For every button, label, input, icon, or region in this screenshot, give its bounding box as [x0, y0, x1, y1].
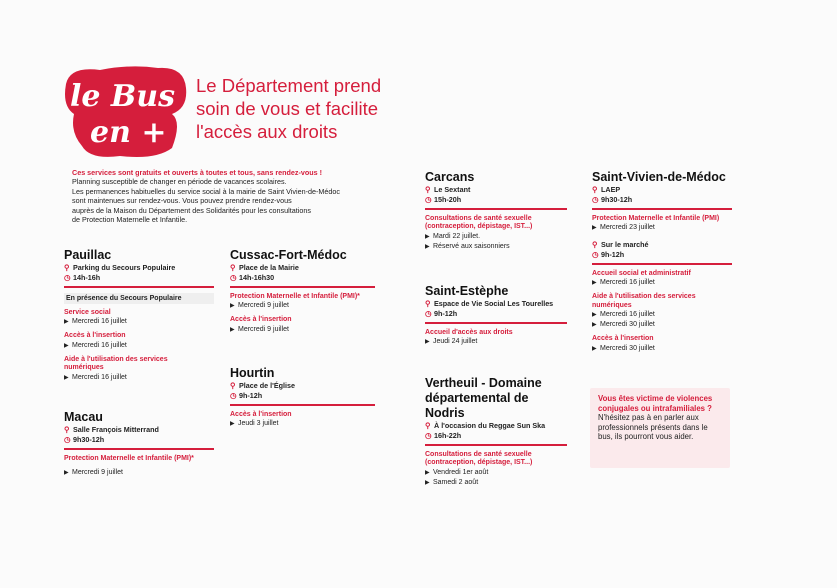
- location-pauillac: Pauillac ⚲ Parking du Secours Populaire ◷ 14h-16h En présence du Secours Populaire Service social ▶ Mercredi 16 juillet Accès à l'insertion ▶ Mercredi 16 juillet Aide à l'utilisation des services numériques ▶ Mercredi 16 juillet: [64, 248, 214, 383]
- arrow-icon: ▶: [592, 312, 597, 319]
- divider: [425, 322, 567, 324]
- divider: [592, 208, 732, 210]
- map-pin-icon: ⚲: [592, 240, 598, 250]
- arrow-icon: ▶: [425, 469, 430, 476]
- arrow-icon: ▶: [425, 243, 430, 250]
- map-pin-icon: ⚲: [230, 381, 236, 390]
- arrow-icon: ▶: [425, 233, 430, 240]
- map-pin-icon: ⚲: [64, 425, 70, 434]
- divider: [64, 286, 214, 288]
- map-pin-icon: ⚲: [230, 263, 236, 272]
- clock-icon: ◷: [230, 272, 237, 282]
- arrow-icon: ▶: [64, 342, 69, 349]
- location-vertheuil: Vertheuil - Domaine départemental de Nodris ⚲ À l'occasion du Reggae Sun Ska ◷ 16h-22h Consultations de santé sexuelle (contraception, dépistage, IST...) ▶ Vendredi 1er août ▶ Samedi 2 août: [425, 376, 567, 488]
- location-title: Pauillac: [64, 248, 112, 262]
- clock-icon: ◷: [425, 194, 432, 204]
- map-pin-icon: ⚲: [592, 185, 598, 194]
- arrow-icon: ▶: [425, 339, 430, 346]
- map-pin-icon: ⚲: [425, 185, 431, 194]
- arrow-icon: ▶: [592, 322, 597, 329]
- svg-text:en +: en +: [90, 115, 167, 150]
- divider: [425, 444, 567, 446]
- location-carcans: Carcans ⚲ Le Sextant ◷ 15h-20h Consultations de santé sexuelle (contraception, dépistage, IST...) ▶ Mardi 22 juillet. ▶ Réservé aux saisonniers: [425, 170, 567, 252]
- map-pin-icon: ⚲: [64, 263, 70, 272]
- arrow-icon: ▶: [230, 326, 235, 333]
- arrow-icon: ▶: [64, 374, 69, 381]
- location-title: Macau: [64, 410, 103, 424]
- location-saint-estephe: Saint-Estèphe ⚲ Espace de Vie Social Les Tourelles ◷ 9h-12h Accueil d'accès aux droits ▶ Jeudi 24 juillet: [425, 284, 567, 347]
- location-title: Cussac-Fort-Médoc: [230, 248, 347, 262]
- arrow-icon: ▶: [64, 319, 69, 326]
- divider: [592, 263, 732, 265]
- location-hourtin: Hourtin ⚲ Place de l'Église ◷ 9h-12h Accès à l'insertion ▶ Jeudi 3 juillet: [230, 366, 375, 429]
- arrow-icon: ▶: [592, 225, 597, 232]
- arrow-icon: ▶: [64, 470, 69, 477]
- arrow-icon: ▶: [425, 479, 430, 486]
- clock-icon: ◷: [592, 194, 599, 204]
- location-macau: Macau ⚲ Salle François Mitterrand ◷ 9h30-12h Protection Maternelle et Infantile (PMI)* ▶ Mercredi 9 juillet: [64, 410, 214, 478]
- violence-help-callout: Vous êtes victime de violences conjugales ou intrafamiliales ? N'hésitez pas à en parler aux professionnels présents dans le bus, ils pourront vous aider.: [590, 388, 730, 468]
- location-title: Vertheuil - Domaine départemental de Nodris: [425, 376, 542, 420]
- clock-icon: ◷: [425, 430, 432, 440]
- arrow-icon: ▶: [592, 345, 597, 352]
- location-title: Saint-Vivien-de-Médoc: [592, 170, 726, 184]
- location-saint-vivien-de-medoc: Saint-Vivien-de-Médoc ⚲ LAEP ◷ 9h30-12h Protection Maternelle et Infantile (PMI) ▶ Mercredi 23 juillet ⚲ Sur le marché ◷ 9h-12h Accueil social et administratif ▶ Mercredi 16 juillet Aide à l'utilisation des services numériques ▶ Mercredi 16 juillet ▶ Mercredi 30 juillet Accès à l'insertion ▶ Mercredi 30 juillet: [592, 170, 732, 354]
- clock-icon: ◷: [592, 249, 599, 259]
- clock-icon: ◷: [64, 434, 71, 444]
- svg-text:le Bus: le Bus: [70, 79, 175, 114]
- location-title: Saint-Estèphe: [425, 284, 509, 298]
- location-title: Hourtin: [230, 366, 275, 380]
- le-bus-en-plus-logo: [60, 62, 190, 162]
- arrow-icon: ▶: [592, 280, 597, 287]
- divider: [64, 448, 214, 450]
- clock-icon: ◷: [230, 390, 237, 400]
- clock-icon: ◷: [64, 272, 71, 282]
- divider: [425, 208, 567, 210]
- map-pin-icon: ⚲: [425, 299, 431, 308]
- location-title: Carcans: [425, 170, 475, 184]
- arrow-icon: ▶: [230, 421, 235, 428]
- intro-text: Ces services sont gratuits et ouverts à toutes et tous, sans rendez-vous ! Planning susceptible de changer en période de vacances scolaires. Les permanences habituelles du service social à la mairie de Saint Vivien-de-Médoc sont maintenues sur rendez-vous. Vous pouvez prendre rendez-vous auprès de la Maison du Département des Solidarités pour les consultations de Protection Maternelle et Infantile.: [72, 168, 340, 225]
- location-cussac-fort-medoc: Cussac-Fort-Médoc ⚲ Place de la Mairie ◷ 14h-16h30 Protection Maternelle et Infantile (PMI)* ▶ Mercredi 9 juillet Accès à l'insertion ▶ Mercredi 9 juillet: [230, 248, 375, 335]
- partner-note: En présence du Secours Populaire: [64, 293, 214, 304]
- divider: [230, 286, 375, 288]
- map-pin-icon: ⚲: [425, 421, 431, 430]
- divider: [230, 404, 375, 406]
- clock-icon: ◷: [425, 308, 432, 318]
- arrow-icon: ▶: [230, 303, 235, 310]
- page-headline: Le Département prend soin de vous et facilite l'accès aux droits: [196, 75, 382, 142]
